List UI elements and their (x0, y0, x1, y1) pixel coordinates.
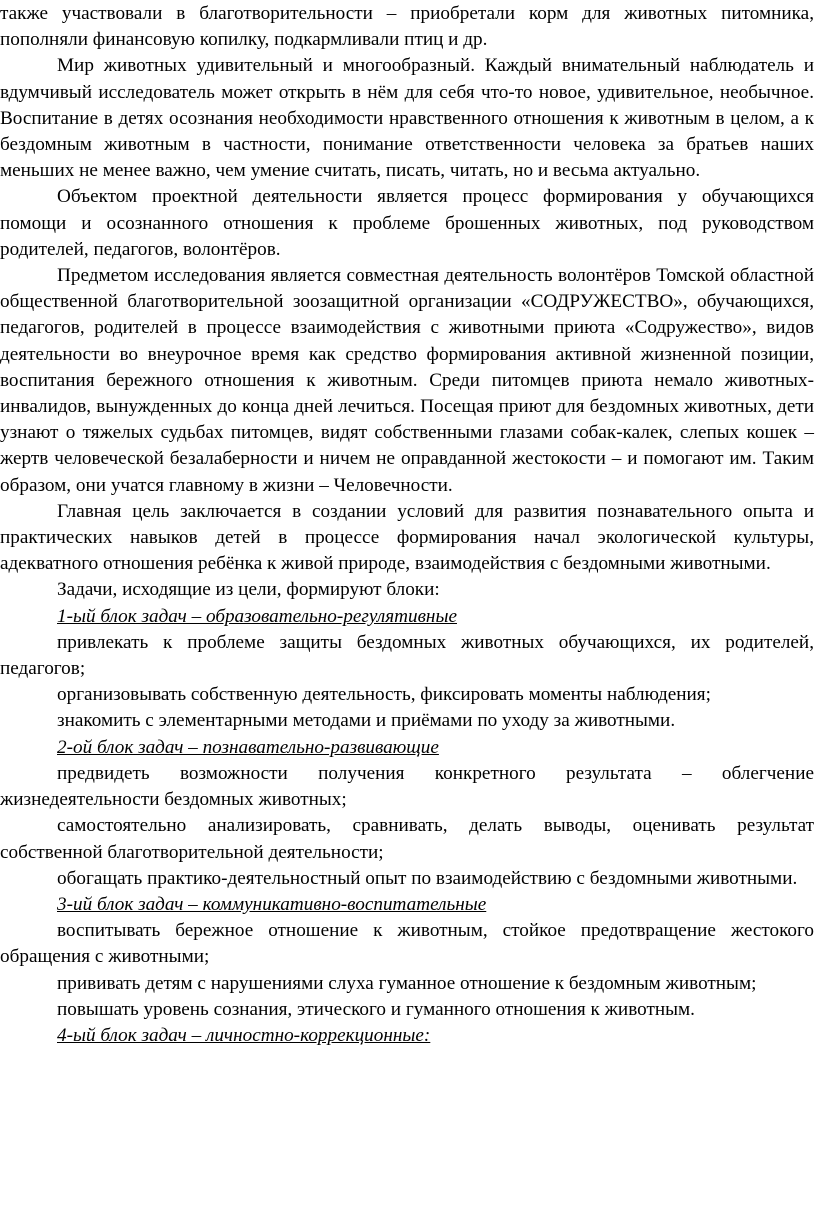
block-2-item: самостоятельно анализировать, сравнивать, делать выводы, оценивать результат собственной благотворительной деятельности; (0, 815, 814, 863)
block-4-title: 4-ый блок задач – личностно-коррекционные: (57, 1024, 431, 1046)
paragraph-main-goal: Главная цель заключается в создании условий для развития познавательного опыта и практических навыков детей в процессе формирования начал экологической культуры, адекватного отношения ребёнка к живой природе, взаимодействия с бездомными животными. (0, 500, 814, 575)
block-2-title: 2-ой блок задач – познавательно-развивающие (57, 736, 439, 758)
block-3-item: воспитывать бережное отношение к животным, стойкое предотвращение жестокого обращения с животными; (0, 920, 814, 968)
block-2-item: обогащать практико-деятельностный опыт по взаимодействию с бездомными животными. (57, 867, 798, 889)
paragraph-project-object: Объектом проектной деятельности является процесс формирования у обучающихся помощи и осознанного отношения к проблеме брошенных животных, под руководством родителей, педагогов, волонтёров. (0, 186, 814, 260)
block-3-title: 3-ий блок задач – коммуникативно-воспитательные (57, 893, 487, 915)
paragraph-continuation: также участвовали в благотворительности – приобретали корм для животных питомника, пополняли финансовую копилку, подкармливали птиц и др. (0, 3, 814, 51)
block-2-item: предвидеть возможности получения конкретного результата – облегчение жизнедеятельности бездомных животных; (0, 762, 814, 811)
block-1-item: привлекать к проблеме защиты бездомных животных обучающихся, их родителей, педагогов; (0, 631, 814, 680)
paragraph-tasks-intro: Задачи, исходящие из цели, формируют блоки: (57, 579, 440, 601)
paragraph-animal-world: Мир животных удивительный и многообразный. Каждый внимательный наблюдатель и вдумчивый исследователь может открыть в нём для себя что-то новое, удивительное, необычное. Воспитание в детях осознания необходимости нравственного отношения к животным в целом, а к бездомным животным в частности, понимание ответственности человека за братьев наших меньших не менее важно, чем умение считать, писать, читать, но и весьма актуально. (0, 55, 814, 182)
block-3-item: повышать уровень сознания, этического и гуманного отношения к животным. (57, 998, 695, 1020)
block-1-item: знакомить с элементарными методами и приёмами по уходу за животными. (57, 710, 676, 732)
paragraph-research-subject: Предметом исследования является совместная деятельность волонтёров Томской областной общественной благотворительной зоозащитной организации «СОДРУЖЕСТВО», обучающихся, педагогов, родителей в процессе взаимодействия с животными приюта «Содружество», видов деятельности во внеурочное время как средство формирования активной жизненной позиции, воспитания бережного отношения к животным. Среди питомцев приюта немало животных-инвалидов, вынужденных до конца дней лечиться. Посещая приют для бездомных животных, дети узнают о тяжелых судьбах питомцев, видят собственными глазами собак-калек, слепых кошек – жертв человеческой безалаберности и ничем не оправданной жестокости – и помогают им. Таким образом, они учатся главному в жизни – Человечности. (0, 265, 814, 496)
block-3-item: прививать детям с нарушениями слуха гуманное отношение к бездомным животным; (57, 972, 757, 994)
block-1-item: организовывать собственную деятельность, фиксировать моменты наблюдения; (57, 684, 711, 706)
block-1-title: 1-ый блок задач – образовательно-регулятивные (57, 605, 457, 627)
